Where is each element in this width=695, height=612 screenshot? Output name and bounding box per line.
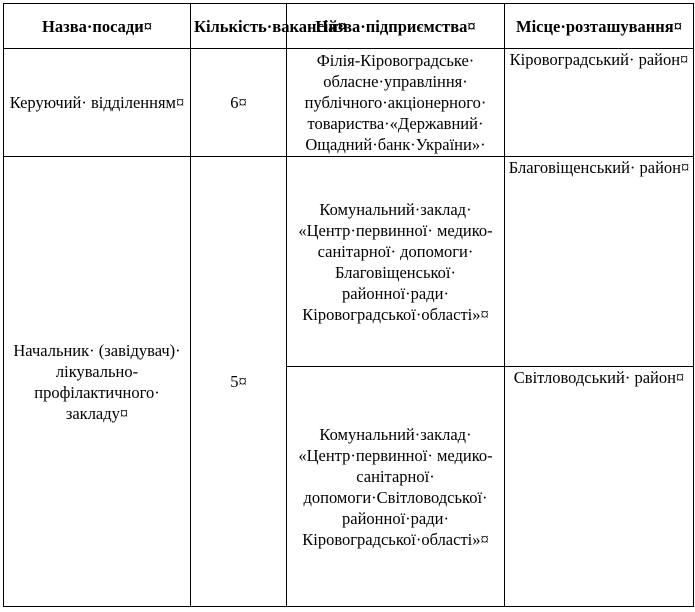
cell-location: Благовіщенський· район¤ [505,157,694,367]
cell-company: Філія-Кіровоградське· обласне·управління· публічного·акціонерного· товариства·«Державний· Ощадний·банк·України»· [287,49,505,157]
cell-position: Керуючий· відділенням¤ [4,49,191,157]
header-position: Назва·посади¤ [4,4,191,49]
header-vacancy-count: Кількість·вакансій¤ [191,4,287,49]
table-row [4,49,694,157]
cell-company: Комунальний·заклад· «Центр·первинної· медико-санітарної· допомоги·Світловодської· районної·ради· Кіровоградської·області»¤ [287,367,505,607]
header-location: Місце·розташування¤ [505,4,694,49]
table-row [4,157,694,367]
cell-vacancy-count: 6¤ [191,49,287,157]
vacancies-table [3,3,694,607]
table-header-row [4,4,694,49]
header-company: Назва·підприємства¤ [287,4,505,49]
cell-vacancy-count: 5¤ [191,157,287,607]
cell-location: Кіровоградський· район¤ [505,49,694,157]
cell-position: Начальник· (завідувач)· лікувально-профілактичного· закладу¤ [4,157,191,607]
cell-location: Світловодський· район¤ [505,367,694,607]
cell-company: Комунальний·заклад· «Центр·первинної· медико-санітарної· допомоги· Благовіщенської· районної·ради· Кіровоградської·області»¤ [287,157,505,367]
